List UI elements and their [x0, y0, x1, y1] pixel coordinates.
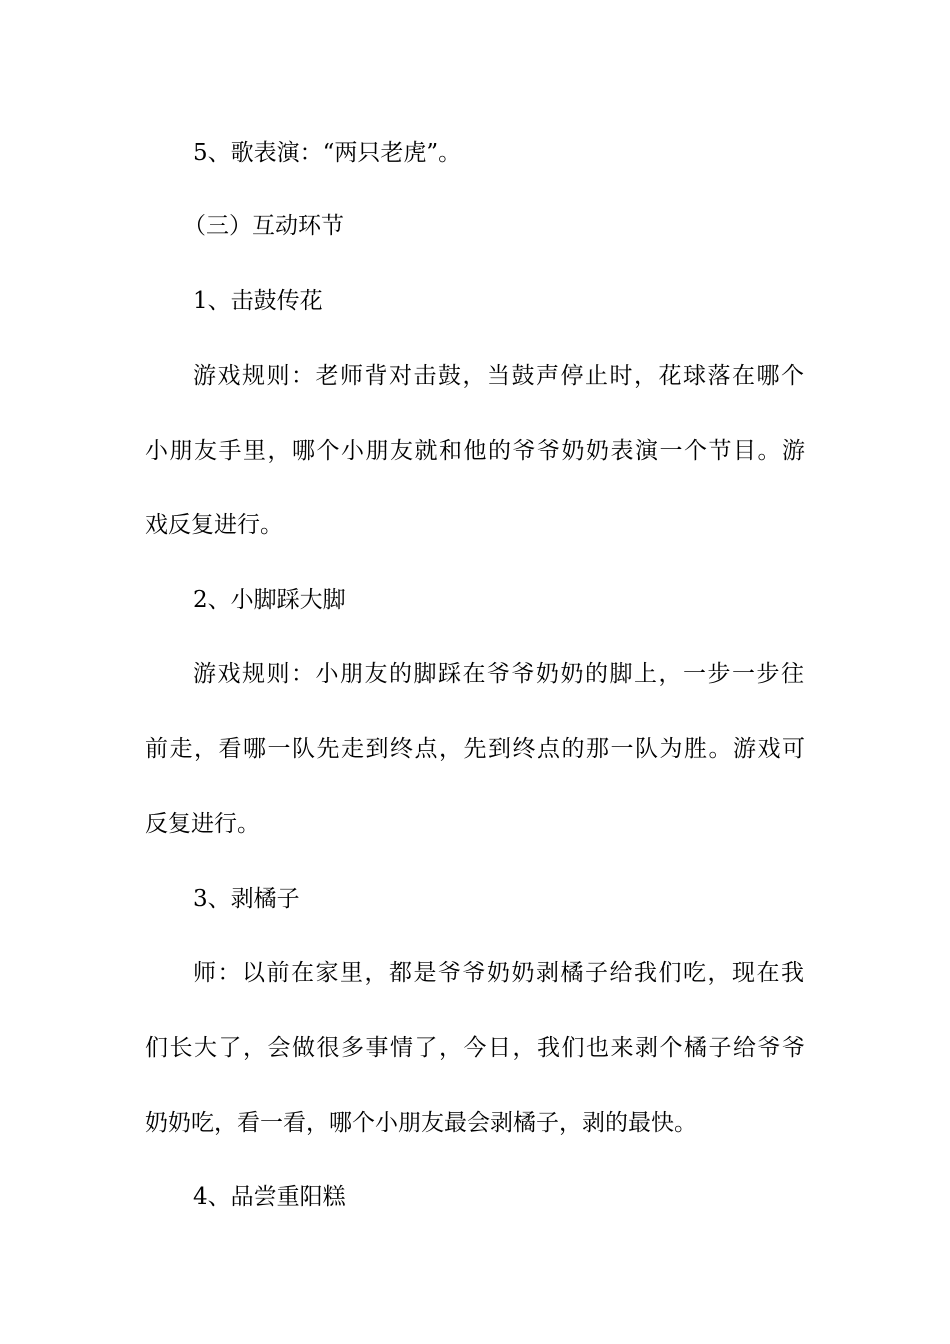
list-item-drum-flower: 1、击鼓传花: [193, 288, 323, 314]
paragraph-line: 前走，看哪一队先走到终点，先到终点的那一队为胜。游戏可: [145, 736, 805, 762]
section-heading-interaction: （三）互动环节: [183, 213, 344, 239]
list-item-song-performance: 5、歌表演：“两只老虎”。: [193, 140, 462, 166]
list-item-chongyang-cake: 4、品尝重阳糕: [193, 1184, 346, 1210]
paragraph-line: 反复进行。: [145, 811, 260, 837]
paragraph-line: 奶奶吃，看一看，哪个小朋友最会剥橘子，剥的最快。: [145, 1110, 697, 1136]
paragraph-line: 师：以前在家里，都是爷爷奶奶剥橘子给我们吃，现在我: [193, 960, 804, 986]
list-item-small-feet: 2、小脚踩大脚: [193, 587, 346, 613]
list-item-peel-orange: 3、剥橘子: [193, 886, 300, 912]
paragraph-line: 小朋友手里，哪个小朋友就和他的爷爷奶奶表演一个节目。游: [145, 438, 805, 464]
paragraph-line: 们长大了，会做很多事情了，今日，我们也来剥个橘子给爷爷: [145, 1035, 805, 1061]
paragraph-line: 游戏规则：小朋友的脚踩在爷爷奶奶的脚上，一步一步往: [193, 661, 804, 687]
paragraph-line: 游戏规则：老师背对击鼓，当鼓声停止时，花球落在哪个: [193, 363, 804, 389]
paragraph-line: 戏反复进行。: [145, 512, 283, 538]
